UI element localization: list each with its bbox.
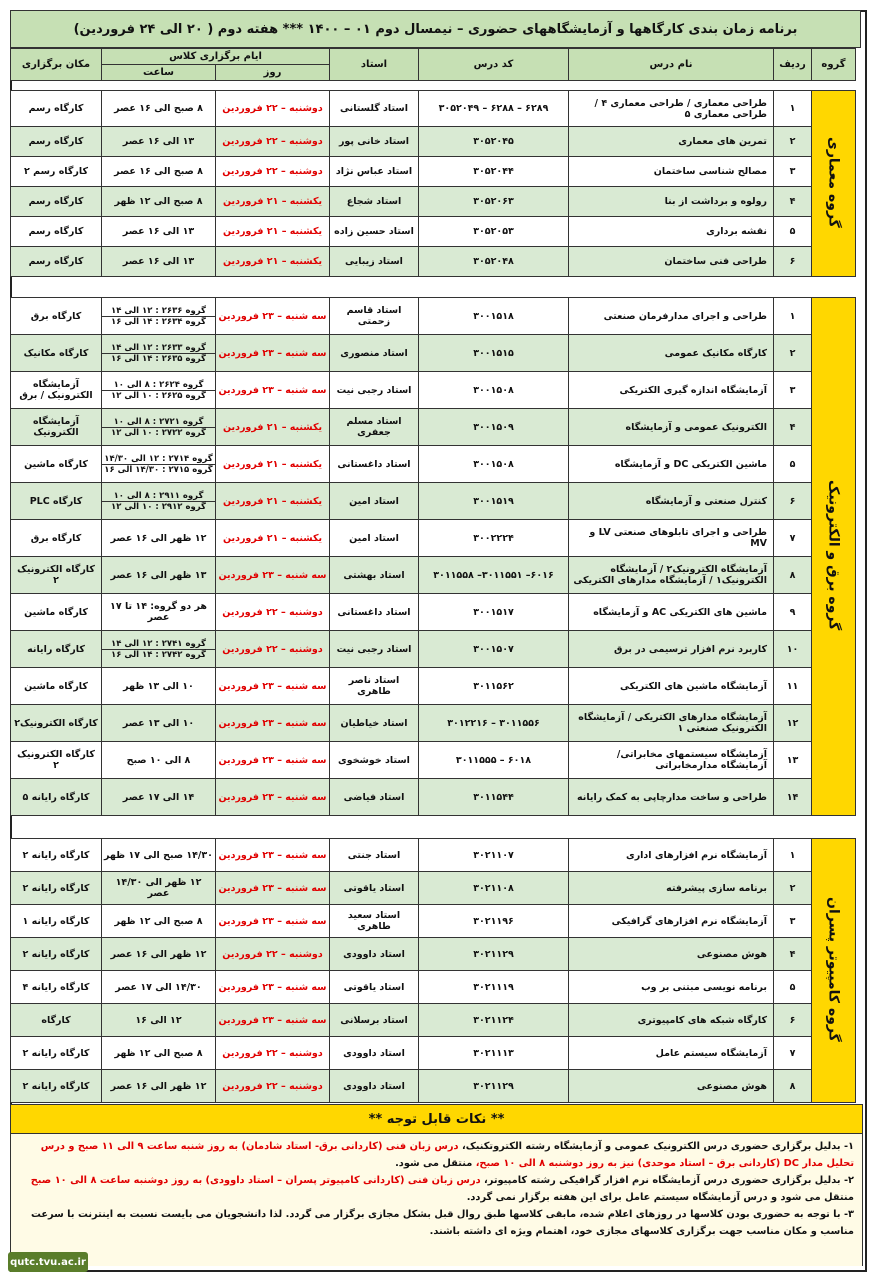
row-number: ۱۳ — [774, 742, 812, 779]
teacher-name: استاد بهشتی — [330, 557, 419, 594]
course-name: طراحی و اجرای تابلوهای صنعتی LV و MV — [569, 520, 774, 557]
course-name: آزمایشگاه ماشین های الکتریکی — [569, 668, 774, 705]
row-number: ۳ — [774, 157, 812, 187]
course-name: طراحی فنی ساختمان — [569, 247, 774, 277]
class-place: کارگاه رایانه ۲ — [11, 872, 102, 905]
class-day: سه شنبه – ۲۳ فروردین — [216, 742, 330, 779]
class-time — [102, 335, 216, 372]
class-place: کارگاه برق — [11, 298, 102, 335]
class-day: سه شنبه – ۲۳ فروردین — [216, 905, 330, 938]
table-row — [11, 335, 856, 372]
row-number: ۳ — [774, 905, 812, 938]
class-day: یکشنبه – ۲۱ فروردین — [216, 187, 330, 217]
class-place: کارگاه الکترونیک۲ — [11, 705, 102, 742]
class-time-slot-2: گروه ۲۶۲۵ : ۱۰ الی ۱۲ — [102, 390, 216, 401]
teacher-name: استاد برسلانی — [330, 1004, 419, 1037]
class-place: کارگاه رسم — [11, 127, 102, 157]
class-time: ۱۰ الی ۱۳ عصر — [102, 705, 216, 742]
header-teacher: استاد — [330, 49, 419, 81]
row-number: ۲ — [774, 872, 812, 905]
notes-body — [11, 1134, 862, 1266]
course-name: کنترل صنعتی و آزمایشگاه — [569, 483, 774, 520]
class-time — [102, 631, 216, 668]
row-number: ۵ — [774, 446, 812, 483]
course-code: ۶۲۸۹ – ۶۲۸۸ – ۳۰۵۲۰۴۹ — [419, 91, 569, 127]
teacher-name: استاد داغستانی — [330, 446, 419, 483]
row-number: ۷ — [774, 1037, 812, 1070]
teacher-name: استاد شجاع — [330, 187, 419, 217]
class-place: کارگاه رایانه ۲ — [11, 938, 102, 971]
class-day: دوشنبه – ۲۲ فروردین — [216, 157, 330, 187]
course-name: تمرین های معماری — [569, 127, 774, 157]
teacher-name: استاد رجبی نیت — [330, 372, 419, 409]
class-day: سه شنبه – ۲۳ فروردین — [216, 335, 330, 372]
course-code: ۳۰۵۲۰۴۵ — [419, 127, 569, 157]
class-time-slot-1: گروه ۲۶۲۴ : ۸ الی ۱۰ — [113, 379, 204, 390]
header-row: ردیف — [774, 49, 812, 81]
teacher-name: استاد خوشخوی — [330, 742, 419, 779]
note-1 — [19, 1138, 854, 1172]
class-place: کارگاه الکترونیک ۲ — [11, 742, 102, 779]
teacher-name: استاد زیبایی — [330, 247, 419, 277]
note-1-part-a: ۱- بدلیل برگزاری حضوری درس الکترونیک عمومی و آزمایشگاه رشته الکتروتکنیک، — [461, 1141, 854, 1152]
course-code: ۳۰۵۲۰۴۸ — [419, 247, 569, 277]
class-time — [102, 298, 216, 335]
course-code: ۳۰۲۱۱۱۹ — [419, 971, 569, 1004]
row-number: ۱ — [774, 839, 812, 872]
course-code: ۶۰۱۸ – ۳۰۱۱۵۵۵ — [419, 742, 569, 779]
class-place: کارگاه مکانیک — [11, 335, 102, 372]
teacher-name: استاد گلستانی — [330, 91, 419, 127]
class-time: ۱۴/۳۰ صبح الی ۱۷ ظهر — [102, 839, 216, 872]
course-name: طراحی و ساخت مدارچاپی به کمک رایانه — [569, 779, 774, 816]
teacher-name: استاد داوودی — [330, 1037, 419, 1070]
class-day: سه شنبه – ۲۳ فروردین — [216, 779, 330, 816]
course-code: ۳۰۰۲۲۲۴ — [419, 520, 569, 557]
group-label: گروه معماری — [825, 136, 842, 228]
row-number: ۳ — [774, 372, 812, 409]
teacher-name: استاد حسین زاده — [330, 217, 419, 247]
class-time-slot-2: گروه ۲۷۲۲ : ۱۰ الی ۱۲ — [102, 427, 216, 438]
class-place: کارگاه رایانه ۴ — [11, 971, 102, 1004]
course-name: کارگاه مکانیک عمومی — [569, 335, 774, 372]
course-code: ۶۰۱۶– ۳۰۱۱۵۵۱– ۳۰۱۱۵۵۸ — [419, 557, 569, 594]
row-number: ۴ — [774, 187, 812, 217]
row-number: ۹ — [774, 594, 812, 631]
course-code: ۳۰۱۱۵۵۶ – ۳۰۱۲۲۱۶ — [419, 705, 569, 742]
class-time: ۱۳ الی ۱۶ عصر — [102, 247, 216, 277]
course-name: کاربرد نرم افزار ترسیمی در برق — [569, 631, 774, 668]
class-time-slot-1: گروه ۲۷۴۱ : ۱۲ الی ۱۴ — [111, 638, 206, 649]
class-place: آزمایشگاه الکترونیک / برق — [11, 372, 102, 409]
course-name: طراحی معماری / طراحی معماری ۴ / طراحی معماری ۵ — [569, 91, 774, 127]
table-row — [11, 905, 856, 938]
class-place: کارگاه رایانه ۵ — [11, 779, 102, 816]
course-code: ۳۰۲۱۱۰۷ — [419, 839, 569, 872]
class-day: سه شنبه – ۲۳ فروردین — [216, 668, 330, 705]
class-day: دوشنبه – ۲۲ فروردین — [216, 631, 330, 668]
table-row — [11, 557, 856, 594]
class-place: کارگاه رایانه — [11, 631, 102, 668]
class-time: ۱۲ ظهر الی ۱۶ عصر — [102, 520, 216, 557]
class-time: ۱۴ الی ۱۷ عصر — [102, 779, 216, 816]
course-name: ماشین الکتریکی DC و آزمایشگاه — [569, 446, 774, 483]
table-row — [11, 631, 856, 668]
note-1-part-c: منتقل می شود. — [395, 1158, 473, 1169]
group-label: گروه برق و الکترونیک — [825, 479, 842, 631]
teacher-name: استاد مسلم جعفری — [330, 409, 419, 446]
course-name: آزمایشگاه مدارهای الکتریکی / آزمایشگاه الکترونیک صنعتی ۱ — [569, 705, 774, 742]
course-code: ۳۰۲۱۱۱۳ — [419, 1037, 569, 1070]
note-2 — [19, 1172, 854, 1206]
notes-title: ** نکات قابل توجه ** — [11, 1105, 862, 1134]
course-name: الکترونیک عمومی و آزمایشگاه — [569, 409, 774, 446]
class-time: ۸ صبح الی ۱۲ ظهر — [102, 905, 216, 938]
row-number: ۶ — [774, 1004, 812, 1037]
course-name: طراحی و اجرای مدارفرمان صنعتی — [569, 298, 774, 335]
class-time: ۸ الی ۱۰ صبح — [102, 742, 216, 779]
header-day: روز — [216, 65, 330, 81]
teacher-name: استاد داغستانی — [330, 594, 419, 631]
course-name: رولوه و برداشت از بنا — [569, 187, 774, 217]
header-code: کد درس — [419, 49, 569, 81]
course-code: ۳۰۰۱۵۰۸ — [419, 446, 569, 483]
table-row — [11, 520, 856, 557]
note-2-part-b: درس زبان فنی (کاردانی کامپیوتر پسران – استاد داوودی) به روز دوشنبه ساعت ۸ الی ۱۰ صبح — [30, 1175, 481, 1186]
group-label: گروه کامپیوتر پسران — [825, 896, 842, 1042]
class-day: یکشنبه – ۲۱ فروردین — [216, 483, 330, 520]
class-day: دوشنبه – ۲۲ فروردین — [216, 1037, 330, 1070]
table-row — [11, 157, 856, 187]
note-2-part-a: ۲- بدلیل برگزاری حضوری درس آزمایشگاه نرم افزار گرافیکی رشته کامپیوتر، — [484, 1175, 854, 1186]
teacher-name: استاد سعید طاهری — [330, 905, 419, 938]
teacher-name: استاد منصوری — [330, 335, 419, 372]
class-day: سه شنبه – ۲۳ فروردین — [216, 298, 330, 335]
teacher-name: استاد امین — [330, 520, 419, 557]
course-name: هوش مصنوعی — [569, 938, 774, 971]
class-day: دوشنبه – ۲۲ فروردین — [216, 594, 330, 631]
class-place: کارگاه رایانه ۲ — [11, 1037, 102, 1070]
row-number: ۱ — [774, 91, 812, 127]
class-place: کارگاه — [11, 1004, 102, 1037]
teacher-name: استاد عباس نژاد — [330, 157, 419, 187]
table-row — [11, 594, 856, 631]
row-number: ۱۰ — [774, 631, 812, 668]
class-place: کارگاه PLC — [11, 483, 102, 520]
class-time: ۱۰ الی ۱۳ ظهر — [102, 668, 216, 705]
table-row — [11, 938, 856, 971]
note-2-part-c: منتقل می شود و درس آزمایشگاه سیستم عامل برای این هفته برگزار نمی گردد. — [466, 1192, 854, 1203]
class-day: سه شنبه – ۲۳ فروردین — [216, 372, 330, 409]
course-code: ۳۰۵۲۰۵۳ — [419, 217, 569, 247]
teacher-name: استاد فیاضی — [330, 779, 419, 816]
class-day: یکشنبه – ۲۱ فروردین — [216, 247, 330, 277]
course-name: برنامه نویسی مبتنی بر وب — [569, 971, 774, 1004]
row-number: ۶ — [774, 483, 812, 520]
row-number: ۱۱ — [774, 668, 812, 705]
table-row — [11, 971, 856, 1004]
course-name: هوش مصنوعی — [569, 1070, 774, 1103]
class-day: یکشنبه – ۲۱ فروردین — [216, 520, 330, 557]
course-code: ۳۰۰۱۵۱۹ — [419, 483, 569, 520]
course-name: آزمایشگاه نرم افزارهای گرافیکی — [569, 905, 774, 938]
row-number: ۲ — [774, 335, 812, 372]
note-3: ۳- با توجه به حضوری بودن کلاسها در روزهای اعلام شده، مابقی کلاسها طبق روال قبل بشکل مجازی برگزار می گردد. لذا دانشجویان می بایست نسبت به اینترنت با سرعت مناسب و مکان مناسب جهت برگزاری کلاسهای مجازی خود، اهتمام ویژه ای داشته باشند. — [30, 1209, 854, 1237]
table-row — [11, 247, 856, 277]
table-row — [11, 217, 856, 247]
header-days-title: ایام برگزاری کلاس — [102, 49, 330, 65]
row-number: ۷ — [774, 520, 812, 557]
teacher-name: استاد داوودی — [330, 938, 419, 971]
teacher-name: استاد امین — [330, 483, 419, 520]
table-row — [11, 372, 856, 409]
class-day: دوشنبه – ۲۲ فروردین — [216, 938, 330, 971]
row-number: ۸ — [774, 1070, 812, 1103]
course-name: مصالح شناسی ساختمان — [569, 157, 774, 187]
class-time: ۱۲ ظهر الی ۱۶ عصر — [102, 938, 216, 971]
class-time: ۱۳ الی ۱۶ عصر — [102, 127, 216, 157]
table-row — [11, 127, 856, 157]
class-time: ۸ صبح الی ۱۲ ظهر — [102, 187, 216, 217]
teacher-name: استاد یاقوتی — [330, 971, 419, 1004]
row-number: ۵ — [774, 217, 812, 247]
table-row — [11, 446, 856, 483]
class-time: ۱۲ ظهر الی ۱۴/۳۰ عصر — [102, 872, 216, 905]
row-number: ۶ — [774, 247, 812, 277]
class-place: آزمایشگاه الکترونیک — [11, 409, 102, 446]
group-label-cell — [812, 91, 856, 277]
class-day: دوشنبه – ۲۲ فروردین — [216, 127, 330, 157]
class-day: سه شنبه – ۲۳ فروردین — [216, 971, 330, 1004]
class-time-slot-1: گروه ۲۷۱۴ : ۱۲ الی ۱۴/۳۰ — [104, 453, 213, 464]
class-place: کارگاه رایانه ۲ — [11, 839, 102, 872]
class-time: ۱۲ الی ۱۶ — [102, 1004, 216, 1037]
group-label-cell — [812, 298, 856, 816]
table-row — [11, 839, 856, 872]
course-name: کارگاه شبکه های کامپیوتری — [569, 1004, 774, 1037]
class-place: کارگاه رسم ۲ — [11, 157, 102, 187]
row-number: ۴ — [774, 938, 812, 971]
course-code: ۳۰۲۱۱۲۹ — [419, 938, 569, 971]
table-row — [11, 668, 856, 705]
class-place: کارگاه رسم — [11, 217, 102, 247]
class-place: کارگاه ماشین — [11, 668, 102, 705]
class-time-slot-2: گروه ۲۶۳۴ : ۱۴ الی ۱۶ — [102, 316, 216, 327]
group-table-architecture — [10, 90, 856, 277]
class-place: کارگاه رسم — [11, 247, 102, 277]
row-number: ۲ — [774, 127, 812, 157]
class-time: ۱۲ ظهر الی ۱۶ عصر — [102, 1070, 216, 1103]
header-time: ساعت — [102, 65, 216, 81]
course-code: ۳۰۱۱۵۴۴ — [419, 779, 569, 816]
row-number: ۵ — [774, 971, 812, 1004]
class-place: کارگاه رایانه ۱ — [11, 905, 102, 938]
table-header — [10, 48, 856, 81]
class-day: دوشنبه – ۲۲ فروردین — [216, 1070, 330, 1103]
class-time — [102, 446, 216, 483]
class-time: ۸ صبح الی ۱۲ ظهر — [102, 1037, 216, 1070]
class-day: سه شنبه – ۲۳ فروردین — [216, 705, 330, 742]
course-code: ۳۰۲۱۱۰۸ — [419, 872, 569, 905]
course-name: آزمایشگاه الکترونیک۲ / آزمایشگاه الکترونیک۱ / آزمایشگاه مدارهای الکتریکی — [569, 557, 774, 594]
class-time: هر دو گروه: ۱۴ تا ۱۷ عصر — [102, 594, 216, 631]
course-name: برنامه سازی پیشرفته — [569, 872, 774, 905]
class-place: کارگاه رایانه ۲ — [11, 1070, 102, 1103]
teacher-name: استاد داوودی — [330, 1070, 419, 1103]
class-time — [102, 372, 216, 409]
course-code: ۳۰۱۱۵۶۲ — [419, 668, 569, 705]
class-time-slot-2: گروه ۲۶۳۵ : ۱۴ الی ۱۶ — [102, 353, 216, 364]
class-time-slot-1: گروه ۲۶۳۳ : ۱۲ الی ۱۴ — [111, 342, 206, 353]
class-time-slot-1: گروه ۲۷۲۱ : ۸ الی ۱۰ — [113, 416, 204, 427]
page-title: برنامه زمان بندی کارگاهها و آزمایشگاههای حضوری – نیمسال دوم ۰۱ – ۱۴۰۰ *** هفته دوم ( ۲۰ الی ۲۴ فروردین) — [10, 10, 861, 48]
course-code: ۳۰۰۱۵۰۹ — [419, 409, 569, 446]
class-day: سه شنبه – ۲۳ فروردین — [216, 1004, 330, 1037]
class-time: ۱۴/۳۰ الی ۱۷ عصر — [102, 971, 216, 1004]
teacher-name: استاد ناصر طاهری — [330, 668, 419, 705]
teacher-name: استاد جنتی — [330, 839, 419, 872]
group-table-electrical — [10, 297, 856, 816]
note-1-part-b: درس زبان فنی (کاردانی برق- استاد شادمان) به روز شنبه ساعت ۹ الی ۱۱ صبح و درس تحلیل مدار DC (کاردانی برق – استاد موحدی) نیز به روز دوشنبه ۸ الی ۱۰ صبح، — [40, 1141, 854, 1169]
table-row — [11, 872, 856, 905]
class-time-slot-2: گروه ۲۷۱۵ : ۱۴/۳۰ الی ۱۶ — [102, 464, 216, 475]
course-code: ۳۰۰۱۵۱۵ — [419, 335, 569, 372]
teacher-name: استاد خیاطیان — [330, 705, 419, 742]
site-logo[interactable]: qutc.tvu.ac.ir — [8, 1252, 88, 1272]
class-place: کارگاه الکترونیک ۲ — [11, 557, 102, 594]
course-name: آزمایشگاه نرم افزارهای اداری — [569, 839, 774, 872]
class-day: سه شنبه – ۲۳ فروردین — [216, 839, 330, 872]
course-name: آزمایشگاه سیستمهای مخابراتی/آزمایشگاه مدارمخابراتی — [569, 742, 774, 779]
course-code: ۳۰۰۱۵۰۸ — [419, 372, 569, 409]
course-name: آزمایشگاه اندازه گیری الکتریکی — [569, 372, 774, 409]
table-row — [11, 187, 856, 217]
course-name: ماشین های الکتریکی AC و آزمایشگاه — [569, 594, 774, 631]
class-day: دوشنبه – ۲۲ فروردین — [216, 91, 330, 127]
class-day: یکشنبه – ۲۱ فروردین — [216, 446, 330, 483]
class-day: یکشنبه – ۲۱ فروردین — [216, 217, 330, 247]
course-code: ۳۰۵۲۰۴۴ — [419, 157, 569, 187]
table-row — [11, 1070, 856, 1103]
row-number: ۱۲ — [774, 705, 812, 742]
class-time-slot-2: گروه ۲۷۴۲ : ۱۴ الی ۱۶ — [102, 649, 216, 660]
class-place: کارگاه ماشین — [11, 446, 102, 483]
class-day: سه شنبه – ۲۳ فروردین — [216, 557, 330, 594]
row-number: ۸ — [774, 557, 812, 594]
table-row — [11, 409, 856, 446]
course-code: ۳۰۰۱۵۰۷ — [419, 631, 569, 668]
course-code: ۳۰۲۱۱۹۶ — [419, 905, 569, 938]
course-code: ۳۰۵۲۰۶۳ — [419, 187, 569, 217]
class-time: ۱۳ الی ۱۶ عصر — [102, 217, 216, 247]
class-day: سه شنبه – ۲۳ فروردین — [216, 872, 330, 905]
class-time-slot-1: گروه ۲۶۳۶ : ۱۲ الی ۱۴ — [111, 305, 206, 316]
header-group: گروه — [812, 49, 856, 81]
class-time-slot-1: گروه ۲۹۱۱ : ۸ الی ۱۰ — [113, 490, 204, 501]
table-row — [11, 1004, 856, 1037]
teacher-name: استاد خانی پور — [330, 127, 419, 157]
class-time: ۸ صبح الی ۱۶ عصر — [102, 91, 216, 127]
row-number: ۱۴ — [774, 779, 812, 816]
teacher-name: استاد یاقوتی — [330, 872, 419, 905]
class-place: کارگاه رسم — [11, 91, 102, 127]
table-row — [11, 1037, 856, 1070]
table-row — [11, 91, 856, 127]
table-row — [11, 298, 856, 335]
notes-box — [10, 1104, 863, 1266]
class-time-slot-2: گروه ۲۹۱۲ : ۱۰ الی ۱۲ — [102, 501, 216, 512]
course-name: نقشه برداری — [569, 217, 774, 247]
group-table-computer — [10, 838, 856, 1103]
course-code: ۳۰۲۱۱۲۴ — [419, 1004, 569, 1037]
class-time: ۸ صبح الی ۱۶ عصر — [102, 157, 216, 187]
row-number: ۱ — [774, 298, 812, 335]
table-row — [11, 742, 856, 779]
class-time — [102, 483, 216, 520]
class-time: ۱۳ ظهر الی ۱۶ عصر — [102, 557, 216, 594]
table-row — [11, 779, 856, 816]
course-code: ۳۰۲۱۱۲۹ — [419, 1070, 569, 1103]
table-row — [11, 705, 856, 742]
row-number: ۴ — [774, 409, 812, 446]
header-place: مکان برگزاری — [11, 49, 102, 81]
teacher-name: استاد قاسم زحمتی — [330, 298, 419, 335]
course-name: آزمایشگاه سیستم عامل — [569, 1037, 774, 1070]
teacher-name: استاد رجبی نیت — [330, 631, 419, 668]
class-place: کارگاه ماشین — [11, 594, 102, 631]
class-day: یکشنبه – ۲۱ فروردین — [216, 409, 330, 446]
header-name: نام درس — [569, 49, 774, 81]
course-code: ۳۰۰۱۵۱۸ — [419, 298, 569, 335]
course-code: ۳۰۰۱۵۱۷ — [419, 594, 569, 631]
class-place: کارگاه برق — [11, 520, 102, 557]
table-row — [11, 483, 856, 520]
class-time — [102, 409, 216, 446]
class-place: کارگاه رسم — [11, 187, 102, 217]
group-label-cell — [812, 839, 856, 1103]
